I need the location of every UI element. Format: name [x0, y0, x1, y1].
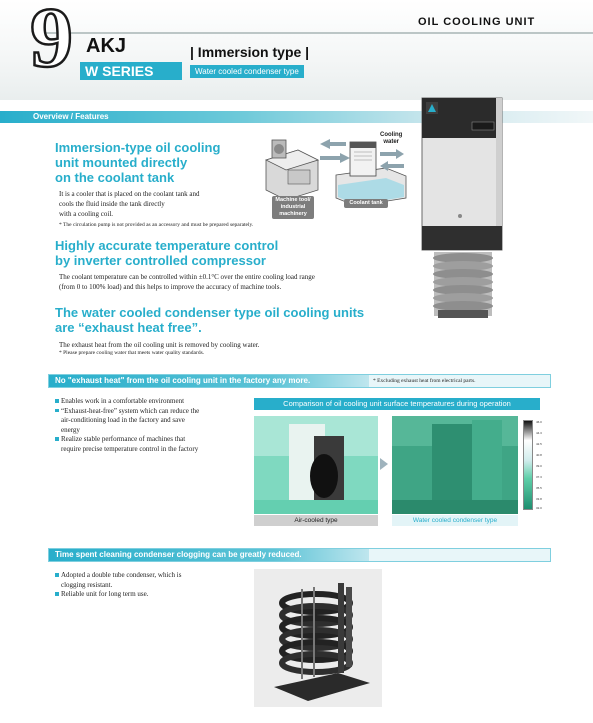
condenser-coil-photo: [254, 569, 382, 707]
scale-tick: 35.5: [536, 486, 542, 490]
exhaust-bar-title: No "exhaust heat" from the oil cooling unit in the factory any more.: [55, 376, 311, 385]
bullet-text: Adopted a double tube condenser, which is: [61, 571, 182, 579]
machine-label-line: Machine tool/: [275, 197, 311, 203]
bullet-text: Realize stable performance of machines that: [61, 435, 186, 443]
heading-line: on the coolant tank: [55, 170, 175, 185]
machine-label: [272, 196, 314, 219]
type-title: | Immersion type |: [190, 44, 310, 60]
clog-bar-title: Time spent cleaning condenser clogging can be greatly reduced.: [55, 550, 302, 559]
list-item: [55, 571, 245, 590]
condenser-coil-art: [254, 569, 382, 707]
exhaust-bar-note: * Excluding exhaust heat from electrical parts.: [373, 378, 476, 384]
scale-tick: 44.3: [536, 431, 542, 435]
feature1-body: [59, 189, 200, 219]
scale-tick: 42.5: [536, 442, 542, 446]
feature1-heading: [55, 140, 220, 185]
feature2-body: [59, 272, 315, 292]
heading-line: Immersion-type oil cooling: [55, 140, 221, 155]
feature3-heading: [55, 305, 364, 335]
scale-tick: 33.8: [536, 497, 542, 501]
cooling-water-label: [380, 132, 402, 146]
feature3-body: The exhaust heat from the oil cooling unit is removed by cooling water.: [59, 341, 260, 349]
exhaust-section-bar: [48, 374, 551, 388]
list-item: [55, 435, 250, 454]
water-cooled-thermal-image: [392, 416, 518, 514]
air-cooled-thermal-image: [254, 416, 378, 514]
cooling-water-line: water: [383, 139, 399, 145]
coolant-tank-label: Coolant tank: [344, 199, 388, 208]
bullet-text: Enables work in a comfortable environment: [61, 397, 185, 405]
series-number: 9: [30, 0, 69, 85]
body-line: It is a cooler that is placed on the coolant tank and: [59, 190, 200, 198]
air-cooled-thermal-art: [254, 416, 378, 514]
heading-line: are “exhaust heat free”.: [55, 320, 202, 335]
category-title: OIL COOLING UNIT: [418, 16, 536, 28]
scale-tick: 39.0: [536, 464, 542, 468]
list-item: [55, 397, 250, 407]
machine-tool-drawing: [266, 140, 318, 200]
list-item: [55, 407, 250, 436]
scale-tick: 40.8: [536, 453, 542, 457]
list-item: [55, 590, 245, 600]
series-label: W SERIES: [80, 62, 182, 80]
system-diagram: [258, 130, 418, 220]
cooling-water-line: Cooling: [380, 132, 403, 138]
clog-bullet-list: [55, 571, 245, 600]
model-name: AKJ: [86, 35, 127, 57]
bullet-text: “Exhaust-heat-free” system which can reduce the: [61, 406, 200, 415]
heading-line: Highly accurate temperature control: [55, 238, 279, 253]
cooling-coil-base: [433, 252, 493, 318]
exhaust-bullet-list: [55, 397, 250, 454]
bullet-square-icon: [55, 573, 59, 577]
temperature-scale-ticks: [536, 420, 552, 512]
machine-label-line: industrial: [280, 204, 306, 210]
feature2-heading: [55, 238, 278, 268]
water-cooled-thermal-art: [392, 416, 518, 514]
scale-tick: 32.0: [536, 506, 542, 510]
overview-label: Overview / Features: [33, 112, 109, 121]
comparison-title: Comparison of oil cooling unit surface temperatures during operation: [254, 398, 540, 410]
water-cooled-caption: Water cooled condenser type: [392, 515, 518, 526]
body-line: (from 0 to 100% load) and this helps to improve the accuracy of machine tools.: [59, 283, 282, 291]
bullet-square-icon: [55, 399, 59, 403]
bullet-text: require precise temperature control in the factory: [61, 444, 199, 453]
body-line: The coolant temperature can be controlled within ±0.1°C over the entire cooling load range: [59, 273, 315, 281]
bullet-text: clogging resistant.: [61, 580, 113, 589]
bullet-text: energy: [61, 425, 80, 434]
bullet-text: Reliable unit for long term use.: [61, 590, 149, 598]
bullet-square-icon: [55, 592, 59, 596]
heading-line: unit mounted directly: [55, 155, 188, 170]
type-subtitle: Water cooled condenser type: [190, 65, 304, 78]
heading-line: The water cooled condenser type oil cooling units: [55, 305, 365, 320]
heading-line: by inverter controlled compressor: [55, 253, 266, 268]
product-photo-art: [416, 92, 511, 322]
cooler-unit-drawing: [350, 142, 376, 176]
machine-label-line: machinery: [279, 211, 307, 217]
feature3-note: * Please prepare cooling water that meets water quality standards.: [59, 350, 205, 356]
scale-tick: 46.0: [536, 420, 542, 424]
header-rule: [38, 32, 593, 34]
body-line: with a cooling coil.: [59, 210, 114, 218]
feature1-note: * The circulation pump is not provided as an accessory and must be prepared separately.: [59, 222, 254, 228]
scale-tick: 37.3: [536, 475, 542, 479]
arrow-right-icon: [380, 458, 388, 470]
temperature-scale-bar: [523, 420, 533, 510]
bullet-text: air-conditioning load in the factory and save: [61, 416, 185, 424]
bullet-square-icon: [55, 437, 59, 441]
air-cooled-caption: Air-cooled type: [254, 515, 378, 526]
body-line: cools the fluid inside the tank directly: [59, 200, 165, 208]
product-photo: [416, 92, 511, 322]
clog-section-bar: [48, 548, 551, 562]
bullet-square-icon: [55, 409, 59, 413]
